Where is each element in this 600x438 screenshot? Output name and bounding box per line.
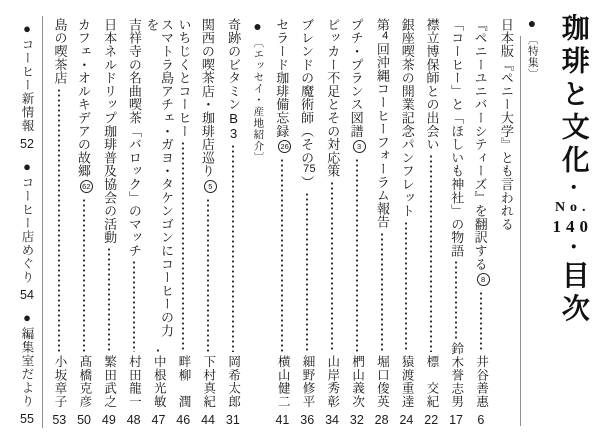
- footer-item: [20, 21, 34, 150]
- entry-author: 小坂章子: [53, 355, 68, 409]
- toc-entry-column: [47, 18, 72, 426]
- entry-page-number: 46: [176, 412, 191, 427]
- footer-column: [13, 21, 41, 425]
- entry-author: 繁田武之: [102, 355, 117, 409]
- section-header: [245, 18, 270, 426]
- vertical-divider-right: [520, 36, 521, 426]
- entry-title: [374, 18, 389, 229]
- entry-title: [498, 18, 513, 231]
- footer-page-number: 52: [20, 136, 34, 151]
- entry-page-number: 22: [424, 412, 439, 427]
- entry-page-number: 36: [300, 412, 315, 427]
- dotted-leader: [133, 260, 135, 352]
- entry-page-number: 32: [349, 412, 364, 427]
- footer-label: 編集室だより: [20, 326, 34, 408]
- entry-title: [126, 18, 141, 257]
- toc-entry-column: [295, 18, 320, 426]
- toc-entry-column: [72, 18, 97, 426]
- footer-page-number: 54: [20, 287, 34, 302]
- bullet-icon: ●: [19, 309, 35, 325]
- dotted-leader: [207, 198, 209, 353]
- entry-page-number: 34: [325, 412, 339, 427]
- bullet-icon: ●: [19, 158, 35, 174]
- toc-entry-column: [121, 18, 146, 426]
- entry-page-number: 28: [374, 412, 389, 427]
- bullet-icon: ●: [524, 15, 540, 31]
- entry-title: [102, 18, 117, 244]
- toc-entry-column: [344, 18, 369, 426]
- entry-author: 猿渡重達: [400, 355, 415, 409]
- entry-title-text: ピッカー不足とその対応策: [325, 18, 341, 178]
- circled-number: 3: [353, 140, 366, 153]
- entry-title-text: プチ・プランス図譜: [348, 18, 364, 138]
- footer-page-number: 55: [20, 411, 34, 426]
- toc-entry-column: [444, 18, 469, 426]
- dotted-leader: [480, 291, 482, 353]
- entry-page-number: 44: [201, 412, 215, 427]
- dotted-leader: [430, 154, 432, 352]
- circled-number: 26: [278, 140, 291, 153]
- section-label: 〔エッセイ・産地紹介〕: [252, 37, 265, 164]
- toc-entry-column: [493, 18, 518, 426]
- entry-title: [472, 18, 489, 288]
- toc-entry-column: [96, 18, 121, 426]
- entry-title: [75, 18, 92, 195]
- toc-entry-column: [144, 18, 174, 427]
- dotted-leader: [405, 221, 407, 353]
- toc-columns: [46, 18, 518, 426]
- dotted-leader: [331, 181, 333, 353]
- entry-title: [325, 18, 340, 178]
- toc-entry-column: [196, 18, 221, 426]
- entry-author: 下村真紀: [201, 355, 216, 409]
- entry-page-number: 31: [225, 412, 240, 427]
- circled-number: 8: [477, 273, 490, 286]
- entry-author: 堀口俊英: [375, 355, 390, 409]
- entry-page-number: 6: [477, 412, 485, 427]
- section-label: 〔特集〕: [526, 34, 539, 80]
- entry-page-number: 48: [126, 412, 141, 427]
- entry-author: 畔柳 潤: [177, 355, 191, 409]
- entry-page-number: 41: [275, 412, 290, 427]
- entry-title-text: 日本ネルドリップ珈琲普及協会の活動: [102, 18, 118, 245]
- toc-entry-column: [171, 18, 196, 426]
- dotted-leader: [232, 144, 234, 352]
- toc-entry-column: [394, 18, 419, 426]
- toc-entry-column: [270, 18, 295, 426]
- entry-author: 標 交紀: [424, 355, 439, 409]
- dotted-leader: [58, 88, 60, 353]
- circled-number: 5: [204, 180, 217, 193]
- entry-title: [226, 18, 241, 141]
- issue-label: No.: [554, 200, 591, 215]
- entry-title-text: 「コーヒー」と「ほしいも神社」の物語: [449, 18, 465, 258]
- entry-author: 細野修平: [300, 355, 315, 409]
- entry-title-text: 島の喫茶店: [52, 18, 68, 85]
- section-header: [525, 15, 549, 425]
- magazine-title-main: 珈琲と文化: [557, 13, 589, 178]
- entry-author: 髙橋克彦: [77, 355, 92, 409]
- entry-title: [176, 18, 191, 138]
- entry-title: [52, 18, 67, 85]
- entry-title: [348, 18, 365, 155]
- entry-title-text: 回沖縄コーヒーフォーラム報告: [374, 42, 390, 229]
- toc-entry-column: [220, 18, 245, 426]
- footer-label: コーヒー新情報: [20, 38, 34, 133]
- dotted-leader: [108, 247, 110, 352]
- title-suffix: 目次: [557, 260, 589, 327]
- magazine-title: [553, 13, 594, 327]
- entry-author: 岡希太郎: [226, 355, 241, 409]
- title-separator: ・: [562, 237, 583, 261]
- entry-title: [144, 18, 173, 345]
- entry-title-text: ブレンドの魔術師（その: [299, 18, 315, 165]
- toc-entry-column: [369, 18, 394, 426]
- entry-title-text: 奇跡のビタミン: [226, 18, 242, 112]
- entry-author: 鈴木誉志男: [449, 342, 464, 409]
- dotted-leader: [381, 232, 383, 353]
- entry-author: 中根光敏: [152, 355, 167, 409]
- entry-title: [399, 18, 414, 218]
- entry-title-text: いちじくとコーヒー: [176, 18, 192, 138]
- entry-title-text: スマトラ島アチェ・ガヨ・タケンゴンにコーヒーの力を: [144, 18, 174, 338]
- issue-number: 140: [552, 216, 593, 236]
- footer-item: [20, 159, 34, 302]
- entry-title-text: セラード珈琲備忘録: [274, 18, 290, 138]
- bullet-icon: ●: [19, 21, 35, 36]
- entry-title-text: 関西の喫茶店・珈琲店巡り: [199, 18, 215, 178]
- entry-title: [299, 18, 316, 189]
- dotted-leader: [455, 260, 457, 339]
- dotted-leader: [356, 158, 358, 353]
- entry-page-number: 17: [449, 412, 463, 427]
- circled-number: 62: [80, 180, 93, 193]
- entry-page-number: 49: [101, 412, 116, 427]
- inline-number: 75: [303, 163, 316, 176]
- toc-entry-column: [468, 18, 493, 426]
- entry-title-text: B3: [226, 111, 242, 142]
- dotted-leader: [306, 192, 308, 353]
- entry-title: [449, 18, 464, 257]
- dotted-leader: [182, 141, 184, 353]
- footer-item: [20, 310, 34, 426]
- dotted-leader: [281, 158, 283, 353]
- entry-title-text: ）: [299, 175, 315, 189]
- title-separator: ・: [562, 178, 583, 201]
- entry-page-number: 47: [151, 412, 166, 427]
- entry-page-number: 53: [52, 412, 67, 427]
- entry-author: 椚山義次: [350, 355, 365, 409]
- toc-entry-column: [419, 18, 444, 426]
- entry-author: 村田龍一: [127, 355, 142, 409]
- entry-title-text: 吉祥寺の名曲喫茶「バロック」のマッチ: [126, 18, 142, 258]
- vertical-divider-left: [42, 16, 43, 428]
- dotted-leader: [83, 198, 85, 353]
- entry-title-text: 銀座喫茶の開業記念パンフレット: [399, 18, 415, 218]
- entry-author: 横山健二: [276, 355, 291, 409]
- footer-label: コーヒー店めぐり: [20, 175, 34, 284]
- entry-author: 井谷善惠: [474, 355, 489, 409]
- entry-page-number: 50: [77, 412, 92, 427]
- entry-title-text: 『ペニーユニバーシティーズ』を翻訳する: [472, 18, 488, 271]
- entry-title: [424, 18, 439, 151]
- entry-title-text: 襟立博保師との出会い: [424, 18, 440, 151]
- entry-page-number: 24: [399, 412, 414, 427]
- entry-title: [199, 18, 216, 195]
- inline-number: 4: [382, 30, 389, 43]
- entry-title-text: 日本版『ペニー大学』とも言われる: [498, 18, 514, 231]
- toc-entry-column: [320, 18, 345, 426]
- entry-author: 山岸秀彰: [325, 355, 340, 409]
- entry-title-text: 第: [374, 18, 390, 32]
- entry-title-text: カフェ・オルキデアの故郷: [75, 18, 91, 178]
- dotted-leader: [157, 348, 159, 352]
- entry-title: [274, 18, 291, 155]
- bullet-icon: ●: [249, 18, 266, 34]
